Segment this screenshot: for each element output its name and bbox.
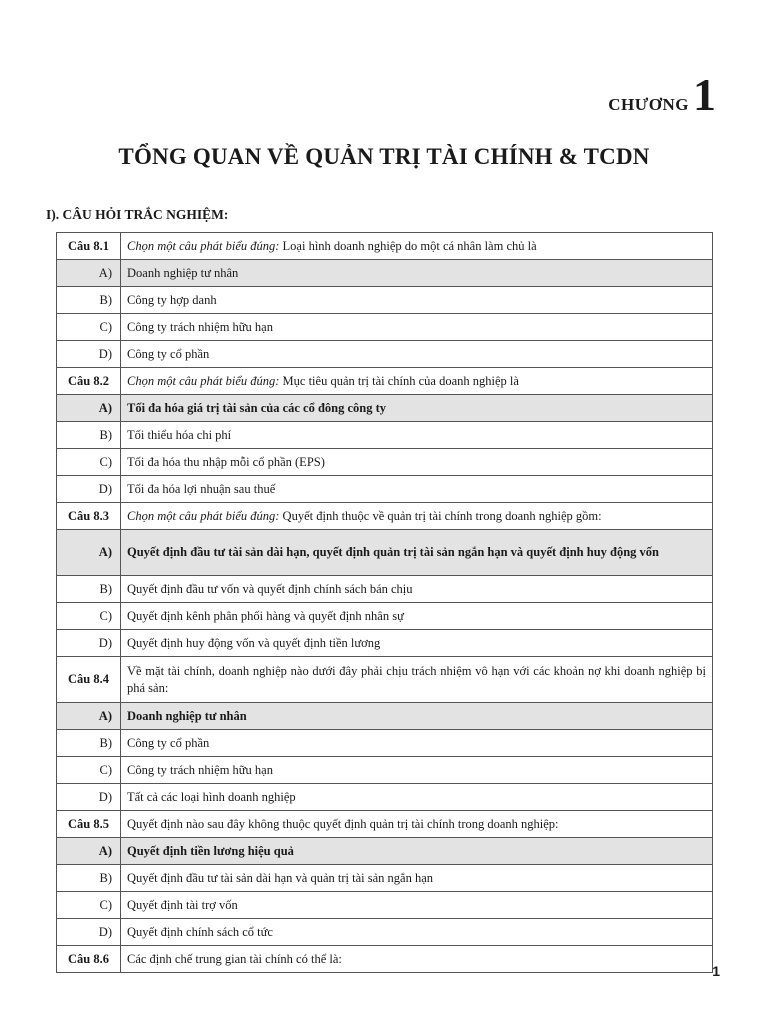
answer-row [57,576,713,603]
option-letter: D) [57,784,121,811]
question-label: Câu 8.5 [57,811,121,838]
question-label: Câu 8.2 [57,368,121,395]
answer-row [57,476,713,503]
answer-row-correct [57,530,713,576]
question-text [121,233,713,260]
option-text: Tất cả các loại hình doanh nghiệp [121,784,713,811]
option-letter: A) [57,838,121,865]
option-text: Công ty hợp danh [121,287,713,314]
answer-row [57,603,713,630]
answer-row-correct [57,260,713,287]
option-text: Tối đa hóa thu nhập mỗi cổ phần (EPS) [121,449,713,476]
option-letter: C) [57,603,121,630]
answer-row [57,341,713,368]
option-text: Doanh nghiệp tư nhân [121,260,713,287]
chapter-number: 1 [693,69,716,120]
option-text: Công ty trách nhiệm hữu hạn [121,757,713,784]
answer-row [57,730,713,757]
answer-row [57,784,713,811]
option-letter: A) [57,703,121,730]
question-body: Loại hình doanh nghiệp do một cá nhân làm chủ là [279,238,537,253]
option-letter: B) [57,865,121,892]
option-letter: B) [57,730,121,757]
question-row [57,811,713,838]
option-letter: C) [57,757,121,784]
option-letter: B) [57,287,121,314]
chapter-word: CHƯƠNG [608,95,689,114]
option-letter: D) [57,476,121,503]
question-text: Quyết định nào sau đây không thuộc quyết định quản trị tài chính trong doanh nghiệp: [121,811,713,838]
option-letter: C) [57,449,121,476]
option-text: Quyết định đầu tư vốn và quyết định chính sách bán chịu [121,576,713,603]
question-label: Câu 8.1 [57,233,121,260]
option-letter: D) [57,630,121,657]
option-letter: B) [57,422,121,449]
question-body: Mục tiêu quản trị tài chính của doanh nghiệp là [279,373,519,388]
answer-row [57,919,713,946]
option-letter: A) [57,395,121,422]
question-prefix: Chọn một câu phát biểu đúng: [127,238,280,253]
question-row [57,657,713,703]
answer-row [57,314,713,341]
question-row [57,233,713,260]
option-letter: D) [57,341,121,368]
option-letter: A) [57,260,121,287]
answer-row [57,287,713,314]
question-table [56,232,713,973]
question-row [57,946,713,973]
option-text: Doanh nghiệp tư nhân [121,703,713,730]
chapter-heading [608,69,716,120]
question-row [57,503,713,530]
answer-row [57,757,713,784]
option-letter: B) [57,576,121,603]
question-prefix: Chọn một câu phát biểu đúng: [127,508,280,523]
option-text: Quyết định đầu tư tài sản dài hạn, quyết định quản trị tài sản ngắn hạn và quyết định huy động vốn [121,530,713,576]
question-text [121,368,713,395]
question-prefix: Chọn một câu phát biểu đúng: [127,373,280,388]
option-text: Công ty cổ phần [121,730,713,757]
answer-row [57,892,713,919]
question-label: Câu 8.6 [57,946,121,973]
option-text: Quyết định kênh phân phối hàng và quyết định nhân sự [121,603,713,630]
option-text: Tối đa hóa giá trị tài sản của các cổ đông công ty [121,395,713,422]
option-text: Công ty trách nhiệm hữu hạn [121,314,713,341]
question-label: Câu 8.4 [57,657,121,703]
question-text: Các định chế trung gian tài chính có thể là: [121,946,713,973]
option-text: Tối đa hóa lợi nhuận sau thuế [121,476,713,503]
answer-row-correct [57,395,713,422]
question-text: Về mặt tài chính, doanh nghiệp nào dưới đây phải chịu trách nhiệm vô hạn với các khoản nợ khi doanh nghiệp bị phá sản: [121,657,713,703]
answer-row [57,449,713,476]
option-text: Quyết định tiền lương hiệu quả [121,838,713,865]
answer-row [57,865,713,892]
answer-row [57,630,713,657]
option-letter: C) [57,892,121,919]
answer-row [57,422,713,449]
answer-row-correct [57,838,713,865]
option-text: Công ty cổ phần [121,341,713,368]
option-letter: A) [57,530,121,576]
option-letter: C) [57,314,121,341]
answer-row-correct [57,703,713,730]
option-text: Quyết định huy động vốn và quyết định tiền lương [121,630,713,657]
question-text [121,503,713,530]
option-text: Quyết định tài trợ vốn [121,892,713,919]
option-text: Quyết định đầu tư tài sản dài hạn và quản trị tài sản ngắn hạn [121,865,713,892]
page-number: 1 [712,963,720,979]
option-letter: D) [57,919,121,946]
option-text: Tối thiểu hóa chi phí [121,422,713,449]
option-text: Quyết định chính sách cổ tức [121,919,713,946]
question-row [57,368,713,395]
section-heading: I). CÂU HỎI TRẮC NGHIỆM: [46,207,229,222]
question-body: Quyết định thuộc về quản trị tài chính trong doanh nghiệp gồm: [279,508,602,523]
question-label: Câu 8.3 [57,503,121,530]
page-title: TỔNG QUAN VỀ QUẢN TRỊ TÀI CHÍNH & TCDN [118,144,650,169]
